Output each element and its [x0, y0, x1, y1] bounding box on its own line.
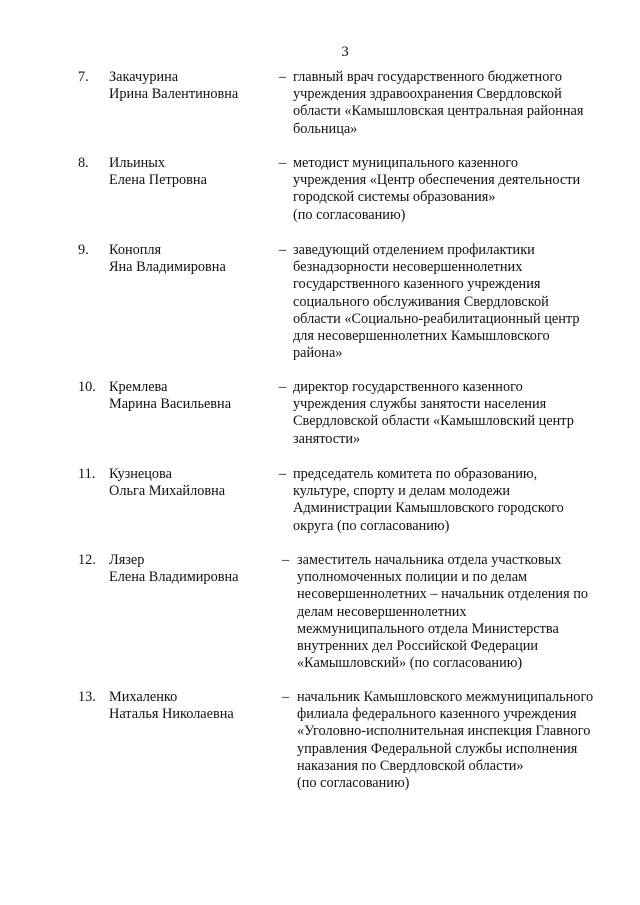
entry-number: 8. [78, 155, 89, 171]
entry-number: 10. [78, 379, 96, 395]
description-line: округа (по согласованию) [293, 517, 450, 534]
description-line: председатель комитета по образованию, [293, 466, 538, 482]
position-description [293, 242, 623, 362]
person-name [109, 379, 231, 413]
position-description [297, 552, 627, 672]
description-line: области «Камышловская центральная районная [293, 103, 584, 120]
description-line: несовершеннолетних – начальник отделения по [297, 586, 589, 603]
dash: – [279, 379, 287, 395]
description-line: филиала федерального казенного учреждения [297, 706, 577, 723]
dash: – [282, 552, 290, 568]
description-line: внутренних дел Российской Федерации [297, 638, 539, 655]
description-line: уполномоченных полиции и по делам [297, 569, 528, 586]
surname: Кузнецова [109, 466, 172, 482]
position-description [293, 379, 623, 448]
description-line: методист муниципального казенного [293, 155, 519, 171]
description-line: наказания по Свердловской области» [297, 757, 524, 774]
surname: Кремлева [109, 379, 168, 395]
description-line: безнадзорности несовершеннолетних [293, 259, 523, 276]
given-name: Ольга Михайловна [109, 483, 226, 500]
description-line: городской системы образования» [293, 189, 496, 206]
description-line: района» [293, 345, 343, 362]
position-description [293, 155, 623, 224]
description-line: для несовершеннолетних Камышловского [293, 328, 550, 345]
given-name: Ирина Валентиновна [109, 86, 239, 103]
person-name [109, 69, 238, 103]
description-line: учреждения здравоохранения Свердловской [293, 86, 562, 103]
person-name [109, 552, 238, 586]
description-line: главный врач государственного бюджетного [293, 69, 563, 85]
entry-number: 11. [78, 466, 96, 482]
surname: Лязер [109, 552, 145, 568]
description-line: больница» [293, 120, 358, 137]
description-line: межмуниципального отдела Министерства [297, 620, 559, 637]
description-line: социального обслуживания Свердловской [293, 293, 549, 310]
description-line: учреждения «Центр обеспечения деятельности [293, 172, 581, 189]
description-line: директор государственного казенного [293, 379, 523, 395]
page-number: 3 [341, 44, 349, 60]
description-line: Свердловской области «Камышловский центр [293, 413, 574, 430]
dash: – [279, 155, 287, 171]
description-line: (по согласованию) [293, 206, 406, 223]
position-description [293, 69, 623, 138]
given-name: Елена Владимировна [109, 569, 239, 586]
description-line: Администрации Камышловского городского [293, 500, 564, 517]
surname: Ильиных [109, 155, 166, 171]
surname: Михаленко [109, 689, 178, 705]
person-name [109, 466, 225, 500]
position-description [297, 689, 627, 792]
person-name [109, 155, 207, 189]
entry-number: 9. [78, 242, 89, 258]
dash: – [279, 242, 287, 258]
description-line: управления Федеральной службы исполнения [297, 740, 578, 757]
dash: – [279, 69, 287, 85]
entry-number: 12. [78, 552, 96, 568]
description-line: начальник Камышловского межмуниципального [297, 689, 594, 705]
surname: Закачурина [109, 69, 179, 85]
description-line: учреждения службы занятости населения [293, 396, 547, 413]
entry-number: 13. [78, 689, 96, 705]
description-line: занятости» [293, 430, 361, 447]
given-name: Яна Владимировна [109, 259, 226, 276]
description-line: заместитель начальника отдела участковых [297, 552, 562, 568]
position-description [293, 466, 623, 535]
description-line: заведующий отделением профилактики [293, 242, 535, 258]
description-line: делам несовершеннолетних [297, 603, 467, 620]
dash: – [282, 689, 290, 705]
description-line: государственного казенного учреждения [293, 276, 541, 293]
surname: Конопля [109, 242, 162, 258]
description-line: «Камышловский» (по согласованию) [297, 655, 523, 672]
given-name: Марина Васильевна [109, 396, 232, 413]
person-name [109, 242, 226, 276]
entry-number: 7. [78, 69, 89, 85]
person-name [109, 689, 234, 723]
description-line: области «Социально-реабилитационный центр [293, 310, 580, 327]
description-line: «Уголовно-исполнительная инспекция Главного [297, 723, 591, 740]
given-name: Елена Петровна [109, 172, 207, 189]
description-line: культуре, спорту и делам молодежи [293, 483, 511, 500]
given-name: Наталья Николаевна [109, 706, 234, 723]
dash: – [279, 466, 287, 482]
description-line: (по согласованию) [297, 775, 410, 792]
